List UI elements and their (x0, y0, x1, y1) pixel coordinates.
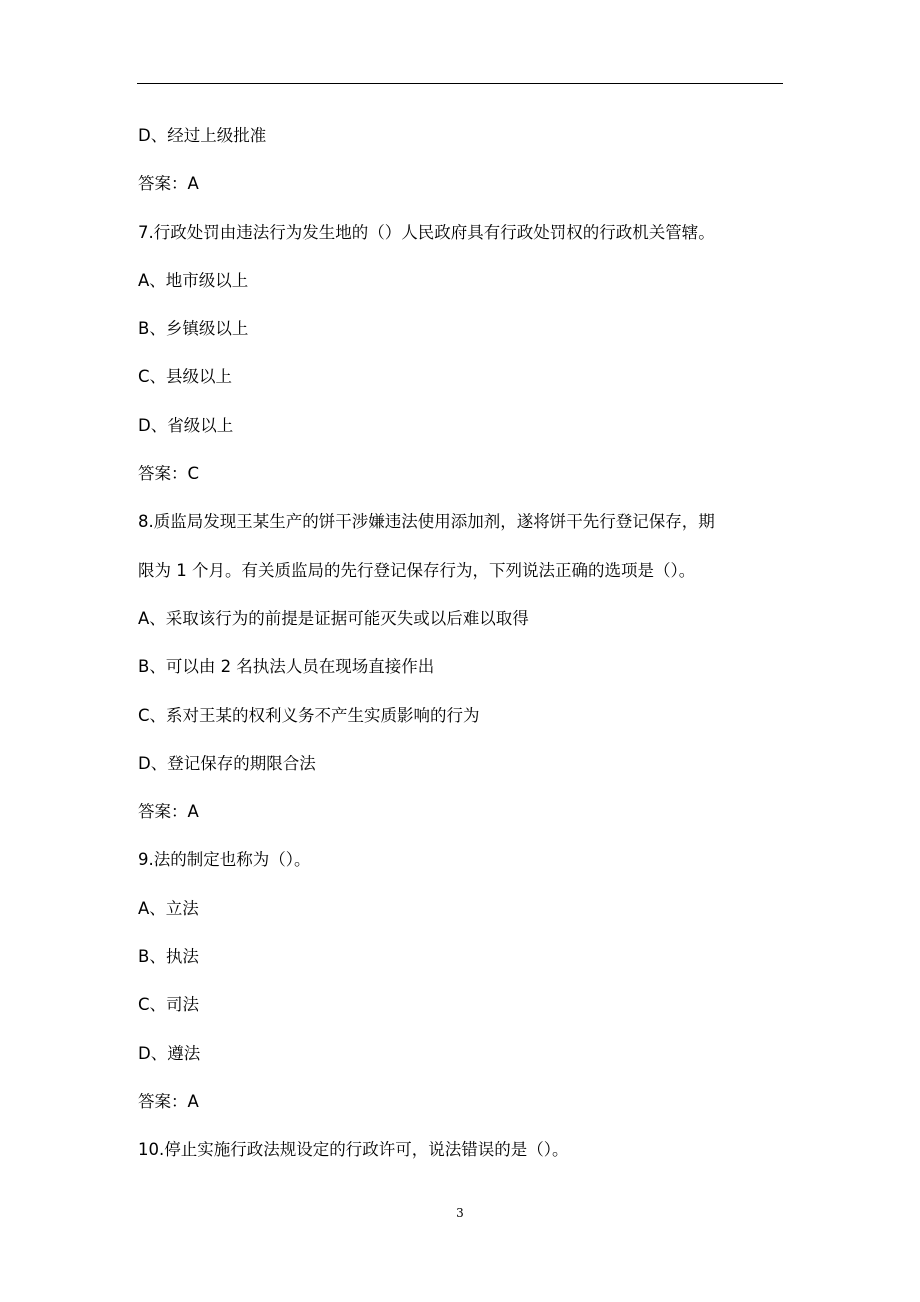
answer-q8: 答案：A (138, 802, 199, 822)
option-d-q7: D、省级以上 (138, 415, 234, 435)
option-d-q9: D、遵法 (138, 1043, 201, 1063)
header-rule (137, 83, 783, 84)
option-d-q8: D、登记保存的期限合法 (138, 753, 316, 773)
option-d-q6: D、经过上级批准 (138, 126, 267, 145)
question-7: 7.行政处罚由违法行为发生地的（）人民政府具有行政处罚权的行政机关管辖。 (138, 222, 715, 242)
document-body (138, 112, 788, 1175)
option-a-q8: A、采取该行为的前提是证据可能灭失或以后难以取得 (138, 608, 529, 628)
answer-q6: 答案：A (138, 174, 199, 194)
answer-q9: 答案：A (138, 1091, 199, 1111)
answer-q7: 答案：C (138, 464, 200, 484)
option-b-q8: B、可以由 2 名执法人员在现场直接作出 (138, 657, 435, 677)
page-number: 3 (456, 1206, 464, 1220)
question-10: 10.停止实施行政法规设定的行政许可，说法错误的是（）。 (138, 1140, 569, 1160)
option-c-q8: C、系对王某的权利义务不产生实质影响的行为 (138, 705, 480, 725)
option-b-q9: B、执法 (138, 947, 199, 967)
question-8-line-2: 限为 1 个月。有关质监局的先行登记保存行为，下列说法正确的选项是（）。 (138, 560, 696, 580)
question-9: 9.法的制定也称为（）。 (138, 850, 311, 870)
option-b-q7: B、乡镇级以上 (138, 319, 249, 339)
option-c-q9: C、司法 (138, 995, 200, 1015)
option-a-q7: A、地市级以上 (138, 270, 249, 290)
option-a-q9: A、立法 (138, 898, 199, 918)
question-8-line-1: 8.质监局发现王某生产的饼干涉嫌违法使用添加剂，遂将饼干先行登记保存，期 (138, 512, 715, 532)
option-c-q7: C、县级以上 (138, 367, 233, 387)
